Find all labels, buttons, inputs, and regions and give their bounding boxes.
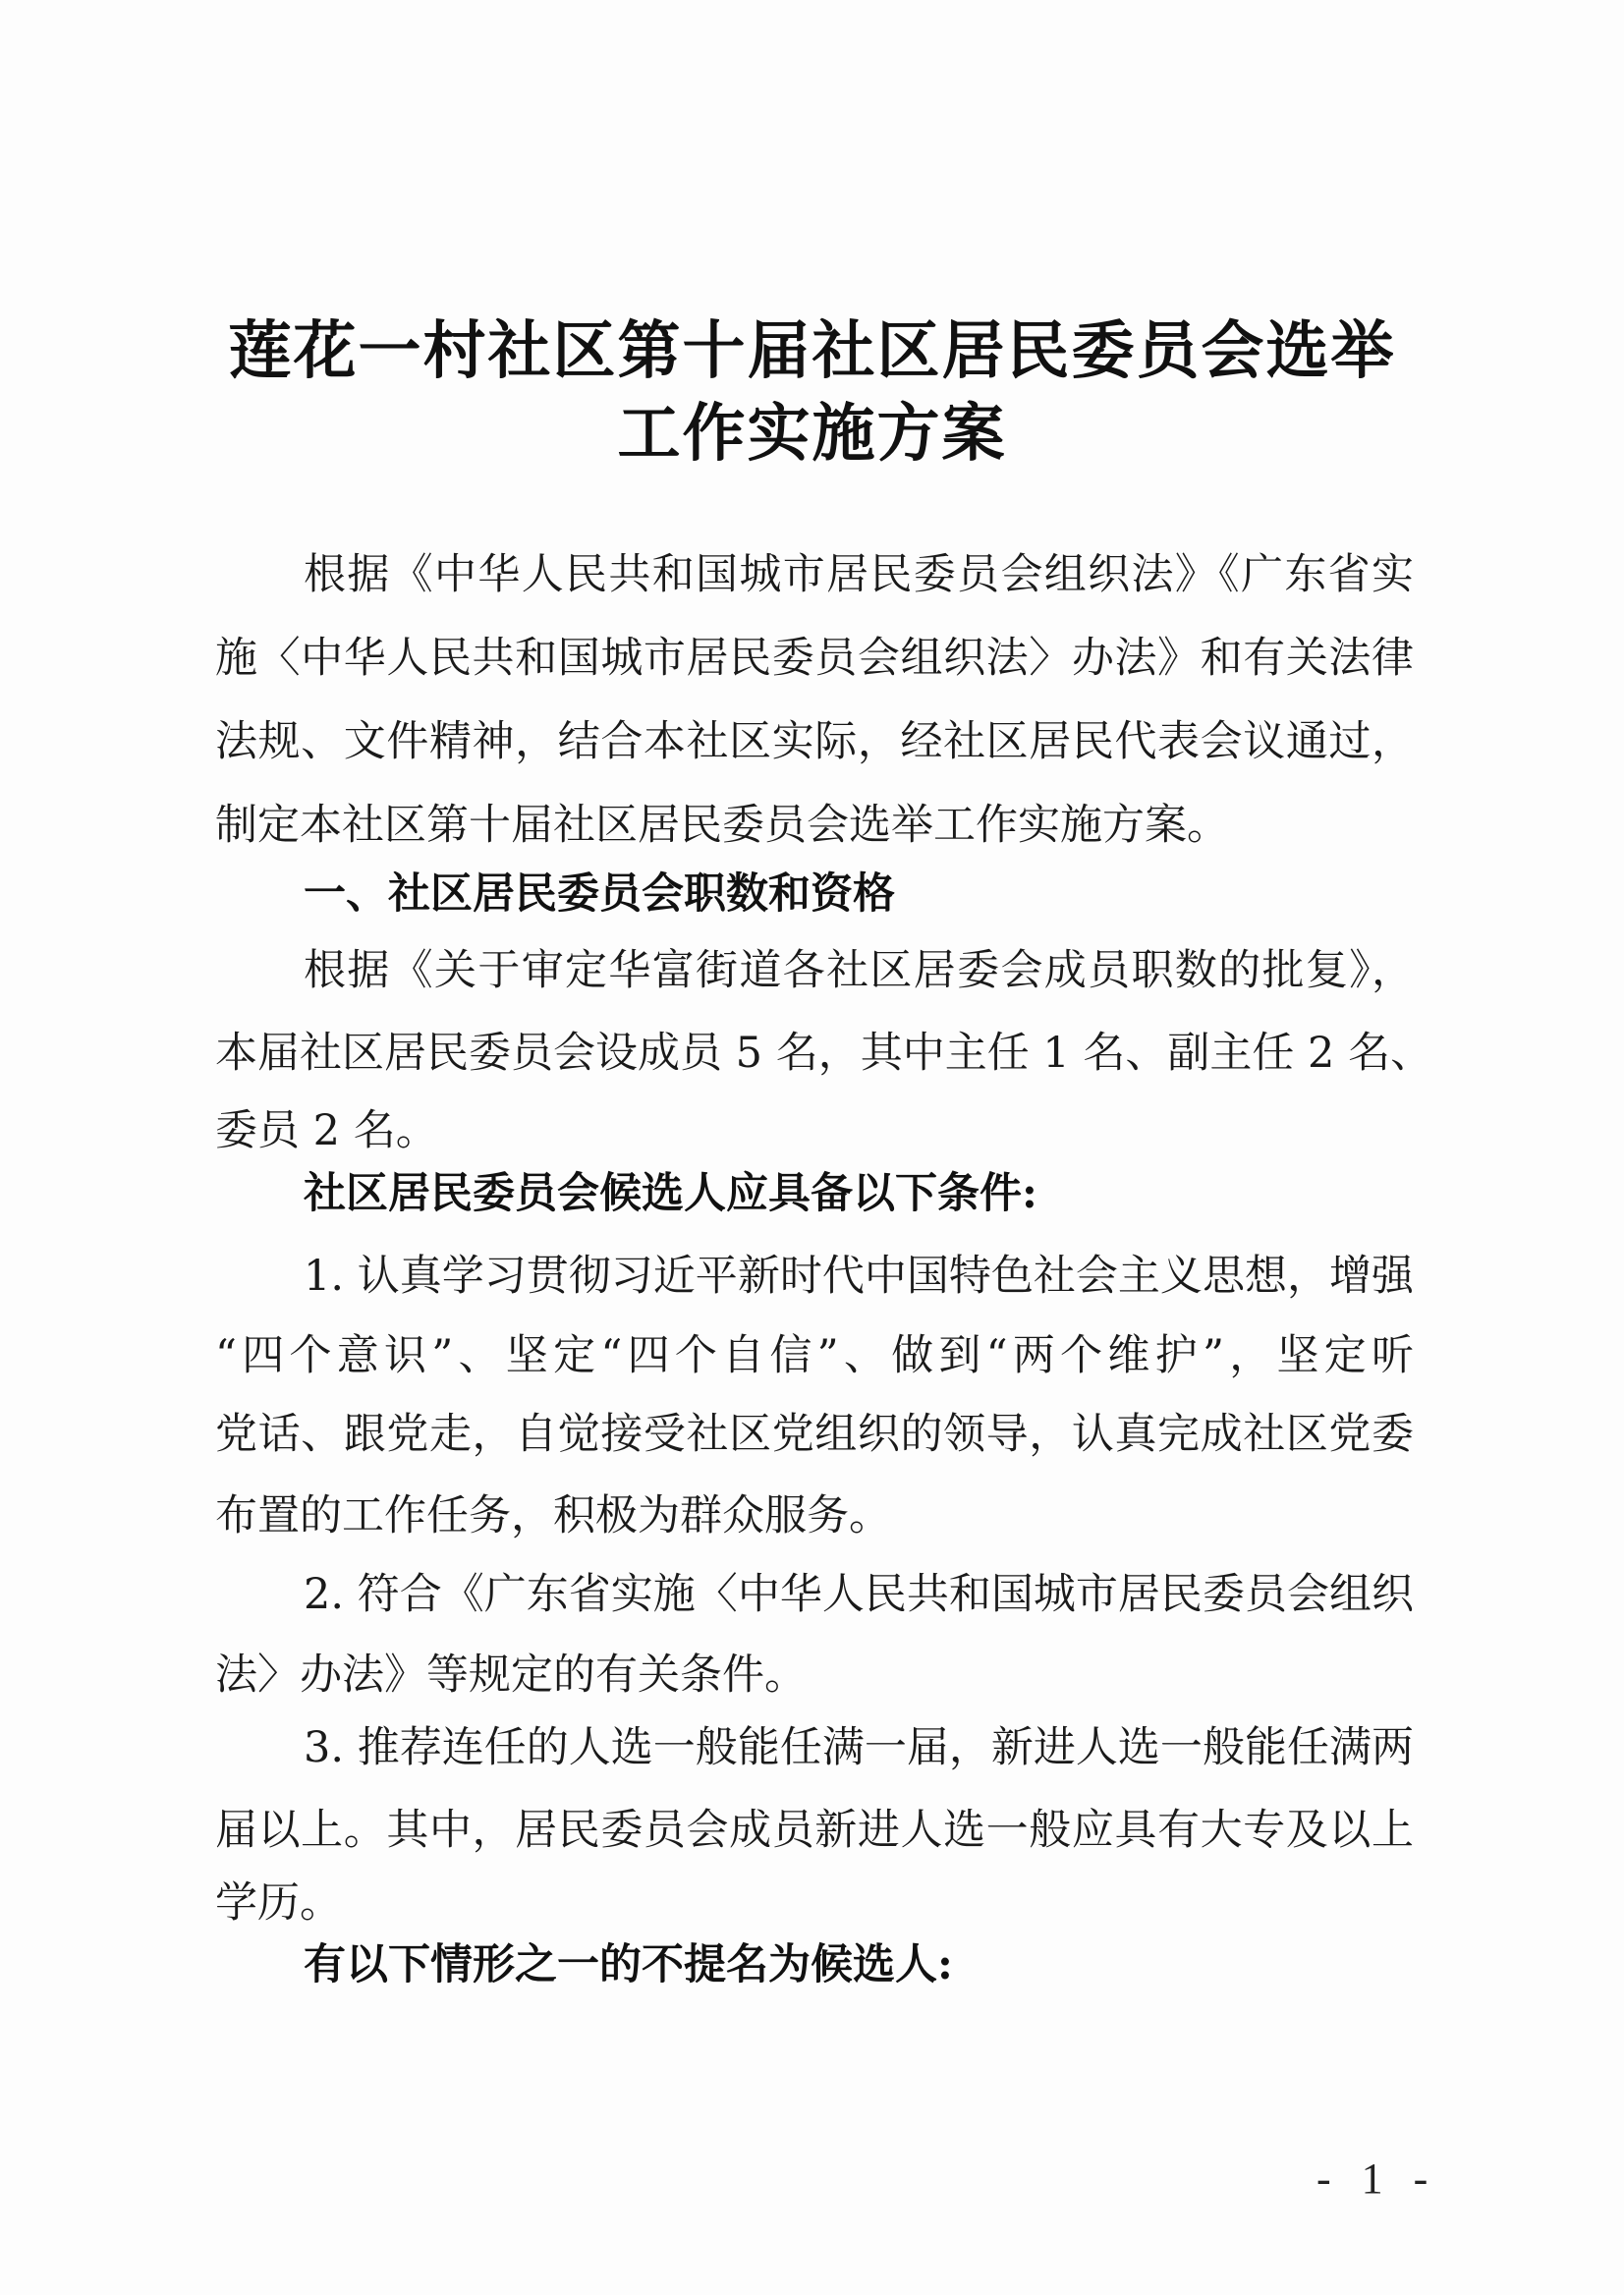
- document-title-line-2: 工作实施方案: [617, 397, 1007, 471]
- intro-line-3: 法规、文件精神，结合本社区实际，经社区居民代表会议通过，: [215, 717, 1414, 766]
- condition-1-line-4: 布置的工作任务，积极为群众服务。: [215, 1491, 891, 1540]
- section-1-line-3: 委员 2 名。: [215, 1106, 438, 1155]
- conditions-heading: 社区居民委员会候选人应具备以下条件:: [304, 1169, 1037, 1218]
- intro-line-4: 制定本社区第十届社区居民委员会选举工作实施方案。: [215, 801, 1229, 850]
- condition-1-line-1: 1. 认真学习贯彻习近平新时代中国特色社会主义思想，增强: [304, 1252, 1414, 1301]
- condition-3-line-2: 届以上。其中，居民委员会成员新进人选一般应具有大专及以上: [215, 1806, 1414, 1855]
- section-1-line-2: 本届社区居民委员会设成员 5 名，其中主任 1 名、副主任 2 名、: [215, 1029, 1433, 1078]
- exclusion-heading: 有以下情形之一的不提名为候选人:: [304, 1940, 953, 1989]
- document-title-line-1: 莲花一村社区第十届社区居民委员会选举: [228, 314, 1396, 388]
- condition-2-line-1: 2. 符合《广东省实施〈中华人民共和国城市居民委员会组织: [304, 1570, 1414, 1619]
- condition-1-line-2: “四个意识”、坚定“四个自信”、做到“两个维护”，坚定听: [215, 1331, 1414, 1380]
- condition-3-line-3: 学历。: [215, 1878, 342, 1928]
- section-1-heading: 一、社区居民委员会职数和资格: [304, 869, 895, 919]
- section-1-line-1: 根据《关于审定华富街道各社区居委会成员职数的批复》，: [304, 946, 1414, 995]
- page-number: - 1 -: [1316, 2155, 1438, 2203]
- intro-line-1: 根据《中华人民共和国城市居民委员会组织法》《广东省实: [304, 550, 1414, 599]
- condition-3-line-1: 3. 推荐连任的人选一般能任满一届，新进人选一般能任满两: [304, 1723, 1414, 1772]
- condition-2-line-2: 法〉办法》等规定的有关条件。: [215, 1651, 807, 1700]
- intro-line-2: 施〈中华人民共和国城市居民委员会组织法〉办法》和有关法律: [215, 634, 1414, 683]
- condition-1-line-3: 党话、跟党走，自觉接受社区党组织的领导，认真完成社区党委: [215, 1410, 1414, 1459]
